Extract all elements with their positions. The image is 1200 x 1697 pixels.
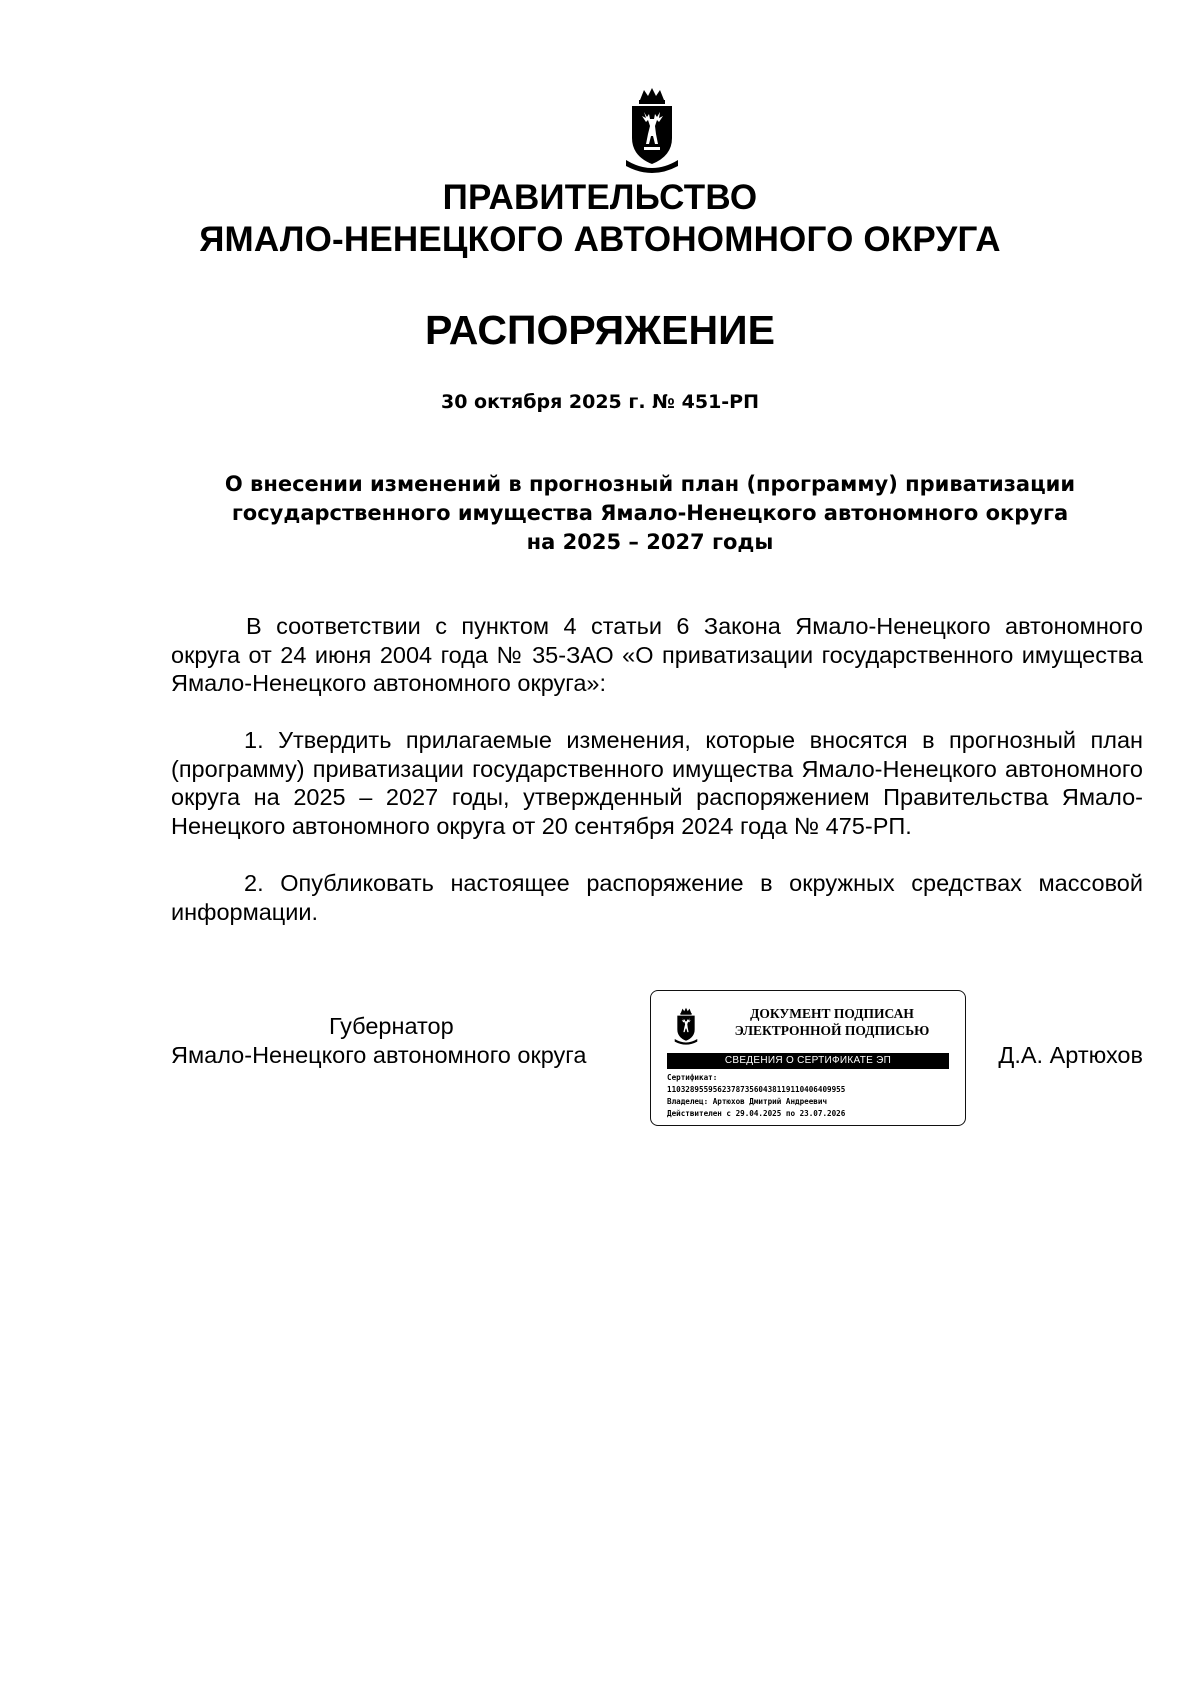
certificate-owner: Владелец: Артюхов Дмитрий Андреевич: [667, 1097, 828, 1106]
stamp-certificate-bar: СВЕДЕНИЯ О СЕРТИФИКАТЕ ЭП: [667, 1053, 949, 1069]
e-signature-stamp: [650, 990, 966, 1126]
signatory-region: Ямало-Ненецкого автономного округа: [171, 1041, 587, 1068]
certificate-number: 110328955956237873560438119110406409955: [667, 1085, 846, 1094]
document-subject: [180, 470, 1120, 557]
stamp-title: [717, 1005, 947, 1039]
subject-line1: О внесении изменений в прогнозный план (программу) приватизации: [224, 472, 1076, 496]
preamble-paragraph: В соответствии с пунктом 4 статьи 6 Закона Ямало-Ненецкого автономного округа от 24 июня 2004 года № 35-ЗАО «О приватизации государственного имущества Ямало-Ненецкого автономного округа»:: [171, 613, 1143, 697]
document-type: РАСПОРЯЖЕНИЕ: [425, 307, 775, 353]
coat-of-arms-icon: [673, 1005, 699, 1047]
signatory-name: Д.А. Артюхов: [998, 1042, 1143, 1068]
stamp-certificate-info: [667, 1072, 957, 1120]
subject-line3: на 2025 – 2027 годы: [526, 530, 774, 554]
subject-line2: государственного имущества Ямало-Ненецкого автономного округа: [231, 501, 1069, 525]
org-name-line1: ПРАВИТЕЛЬСТВО: [442, 178, 758, 217]
signatory-position: [171, 1012, 641, 1069]
stamp-title-line1: ДОКУМЕНТ ПОДПИСАН: [750, 1006, 914, 1021]
stamp-title-line2: ЭЛЕКТРОННОЙ ПОДПИСЬЮ: [734, 1023, 930, 1038]
coat-of-arms-icon: [622, 86, 682, 174]
item-2-paragraph: 2. Опубликовать настоящее распоряжение в окружных средствах массовой информации.: [171, 870, 1143, 925]
document-date-number: 30 октября 2025 г. № 451-РП: [441, 391, 759, 413]
certificate-validity: Действителен с 29.04.2025 по 23.07.2026: [667, 1109, 846, 1118]
signatory-title: Губернатор: [329, 1013, 454, 1039]
org-name-line2: ЯМАЛО-НЕНЕЦКОГО АВТОНОМНОГО ОКРУГА: [199, 220, 1001, 259]
certificate-label: Сертификат:: [667, 1073, 718, 1082]
item-1-paragraph: 1. Утвердить прилагаемые изменения, которые вносятся в прогнозный план (программу) приватизации государственного имущества Ямало-Ненецкого автономного округа на 2025 – 2027 годы, утвержденный распоряжением Правительства Ямало-Ненецкого автономного округа от 20 сентября 2024 года № 475-РП.: [171, 727, 1143, 839]
